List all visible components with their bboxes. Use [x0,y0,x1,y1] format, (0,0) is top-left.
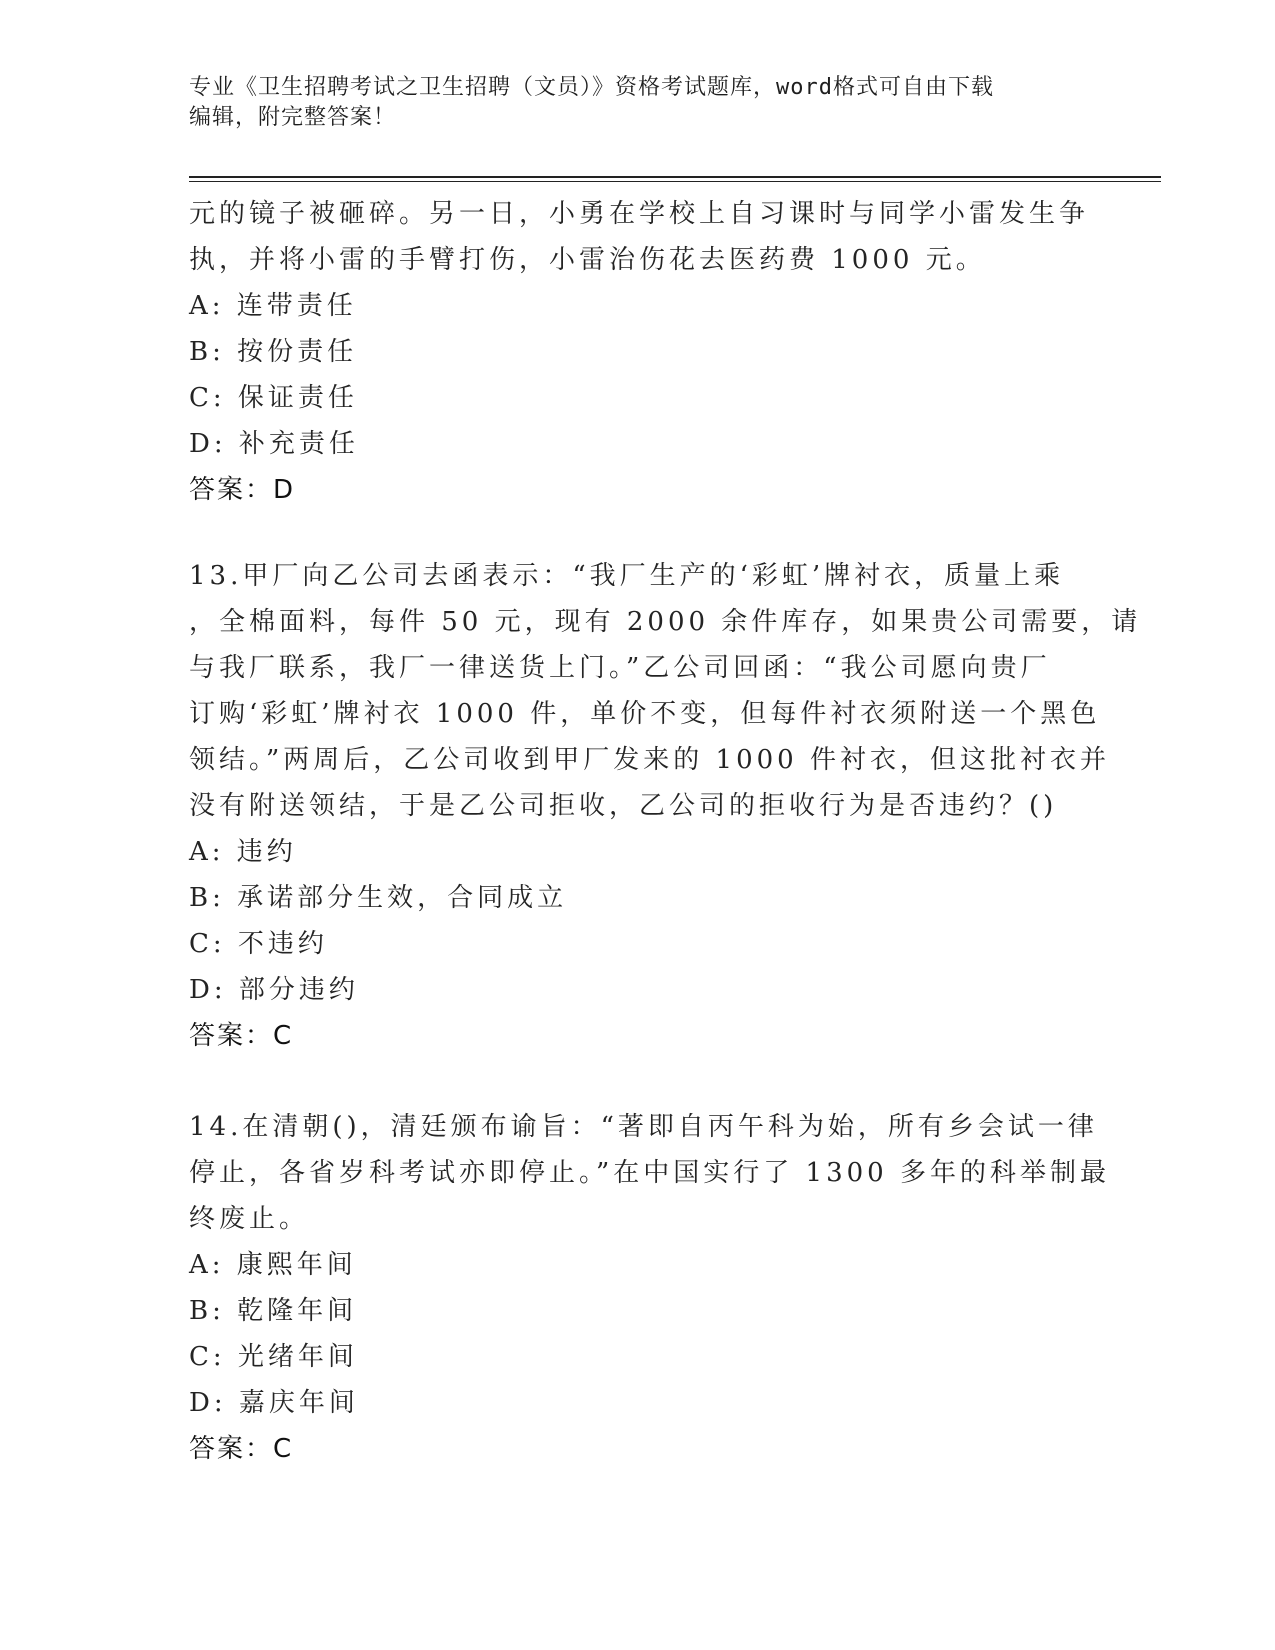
option-d: D: 补充责任 [189,429,359,459]
question-text-line: 终废止。 [189,1204,310,1234]
answer: 答案：C [189,1021,294,1051]
option-b: B: 承诺部分生效，合同成立 [189,883,568,913]
option-c: C: 光绪年间 [189,1342,358,1372]
option-a: A: 违约 [189,837,297,867]
question-14 [189,1104,1110,1472]
option-a: A: 康熙年间 [189,1250,357,1280]
question-text-line: 14.在清朝()，清廷颁布谕旨：“著即自丙午科为始，所有乡会试一律 [189,1112,1098,1142]
header-divider [189,176,1161,182]
option-b: B: 乾隆年间 [189,1296,358,1326]
header-line-1: 专业《卫生招聘考试之卫生招聘（文员）》资格考试题库，word格式可自由下载 [189,75,994,100]
question-text-line: 13.甲厂向乙公司去函表示：“我厂生产的‘彩虹’牌衬衣，质量上乘 [189,561,1065,591]
option-c: C: 保证责任 [189,383,358,413]
option-d: D: 部分违约 [189,975,359,1005]
header-line-2: 编辑，附完整答案！ [189,105,397,130]
question-text-line: 没有附送领结，于是乙公司拒收，乙公司的拒收行为是否违约？() [189,791,1058,821]
question-text-line: 停止，各省岁科考试亦即停止。”在中国实行了 1300 多年的科举制最 [189,1158,1110,1188]
question-text-line: 元的镜子被砸碎。另一日，小勇在学校上自习课时与同学小雷发生争 [189,199,1090,229]
option-c: C: 不违约 [189,929,328,959]
question-text-line: 执，并将小雷的手臂打伤，小雷治伤花去医药费 1000 元。 [189,245,986,275]
question-continued [189,191,1089,513]
option-a: A: 连带责任 [189,291,357,321]
question-text-line: 与我厂联系，我厂一律送货上门。”乙公司回函：“我公司愿向贵厂 [189,653,1051,683]
answer: 答案：C [189,1434,294,1464]
question-text-line: 领结。”两周后，乙公司收到甲厂发来的 1000 件衬衣，但这批衬衣并 [189,745,1110,775]
question-13 [189,553,1142,1059]
document-header [189,73,1089,133]
option-d: D: 嘉庆年间 [189,1388,359,1418]
question-text-line: ，全棉面料，每件 50 元，现有 2000 余件库存，如果贵公司需要，请 [189,607,1142,637]
question-text-line: 订购‘彩虹’牌衬衣 1000 件，单价不变，但每件衬衣须附送一个黑色 [189,699,1101,729]
option-b: B: 按份责任 [189,337,358,367]
answer: 答案：D [189,475,296,505]
